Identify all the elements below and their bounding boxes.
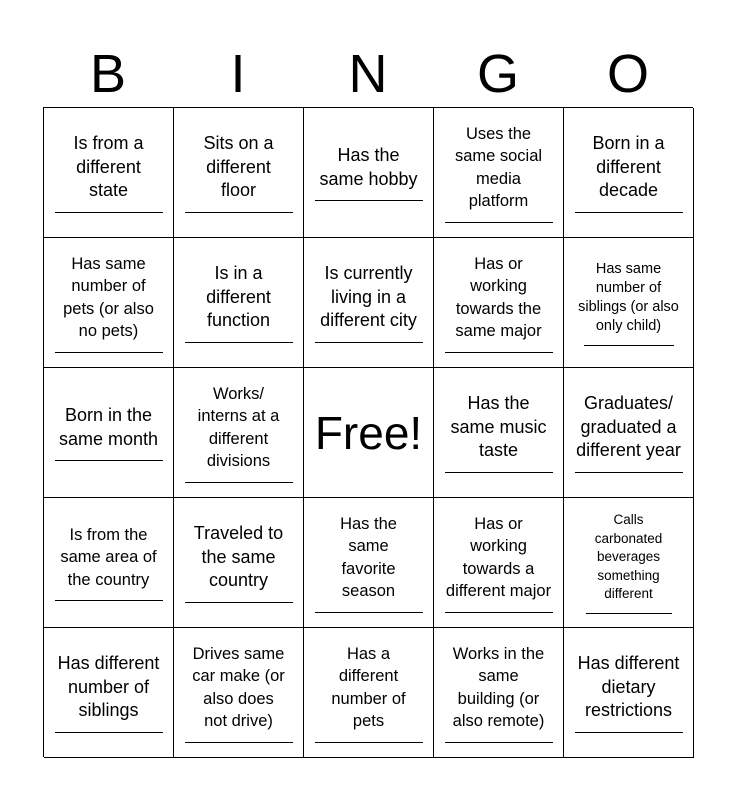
cell-text: Has the same music taste	[450, 393, 547, 461]
cell-blank-line	[185, 342, 293, 343]
cell-blank-line	[445, 472, 553, 473]
cell-blank-line	[315, 612, 423, 613]
free-space-label: Free!	[314, 406, 423, 459]
cell-blank-line	[584, 345, 674, 346]
header-letter-o: O	[606, 44, 649, 104]
cell-blank-line	[445, 612, 553, 613]
cell-text: Is from a different state	[73, 133, 144, 201]
bingo-cell[interactable]	[44, 238, 174, 368]
bingo-cell[interactable]	[434, 628, 564, 758]
cell-text: Is currently living in a different city	[320, 263, 417, 331]
bingo-cell[interactable]	[44, 498, 174, 628]
cell-blank-line	[185, 212, 293, 213]
header-letter-g: G	[476, 44, 519, 104]
bingo-cell[interactable]	[564, 238, 694, 368]
bingo-cell[interactable]	[174, 108, 304, 238]
cell-text: Has the same favorite season	[340, 514, 397, 600]
cell-text: Has different dietary restrictions	[577, 653, 680, 721]
cell-text: Has same number of pets (or also no pets)	[63, 254, 154, 340]
cell-text: Traveled to the same country	[193, 523, 284, 591]
cell-blank-line	[185, 742, 293, 743]
cell-blank-line	[315, 200, 423, 201]
cell-blank-line	[445, 742, 553, 743]
bingo-cell[interactable]	[304, 108, 434, 238]
header-letter-i: I	[230, 44, 246, 104]
cell-blank-line	[575, 472, 683, 473]
cell-blank-line	[55, 460, 163, 461]
bingo-header	[43, 40, 693, 108]
cell-text: Born in a different decade	[592, 133, 665, 201]
cell-blank-line	[445, 352, 553, 353]
cell-text: Has a different number of pets	[331, 644, 406, 730]
cell-text: Is from the same area of the country	[60, 525, 157, 589]
cell-text: Calls carbonated beverages something different	[594, 512, 663, 602]
cell-text: Born in the same month	[58, 405, 159, 449]
header-letter-n: N	[348, 44, 388, 104]
header-letter-b: B	[89, 44, 127, 104]
cell-text: Has the same hobby	[319, 145, 418, 189]
bingo-cell[interactable]	[434, 108, 564, 238]
free-space-cell[interactable]	[304, 368, 434, 498]
bingo-cell[interactable]	[174, 628, 304, 758]
cell-text: Sits on a different floor	[203, 133, 274, 201]
cell-blank-line	[185, 602, 293, 603]
cell-blank-line	[586, 613, 672, 614]
bingo-cell[interactable]	[304, 498, 434, 628]
bingo-cell[interactable]	[44, 108, 174, 238]
cell-text: Has or working towards a different major	[445, 514, 552, 600]
bingo-cell[interactable]	[434, 368, 564, 498]
cell-text: Works/ interns at a different divisions	[197, 384, 280, 470]
cell-blank-line	[575, 212, 683, 213]
cell-text: Drives same car make (or also does not drive)	[192, 644, 285, 730]
cell-blank-line	[185, 482, 293, 483]
cell-text: Has different number of siblings	[57, 653, 160, 721]
cell-text: Has same number of siblings (or also only child)	[578, 260, 679, 334]
bingo-cell[interactable]	[174, 238, 304, 368]
cell-blank-line	[445, 222, 553, 223]
cell-text: Has or working towards the same major	[455, 254, 542, 340]
bingo-cell[interactable]	[564, 628, 694, 758]
cell-blank-line	[315, 742, 423, 743]
cell-text: Graduates/ graduated a different year	[576, 393, 681, 461]
cell-text: Uses the same social media platform	[454, 124, 543, 210]
bingo-cell[interactable]	[304, 238, 434, 368]
cell-blank-line	[55, 600, 163, 601]
bingo-cell[interactable]	[304, 628, 434, 758]
cell-text: Is in a different function	[206, 263, 271, 331]
bingo-cell[interactable]	[434, 238, 564, 368]
bingo-cell[interactable]	[564, 108, 694, 238]
cell-blank-line	[55, 212, 163, 213]
bingo-cell[interactable]	[174, 368, 304, 498]
cell-blank-line	[55, 352, 163, 353]
bingo-cell[interactable]	[434, 498, 564, 628]
bingo-cell[interactable]	[174, 498, 304, 628]
bingo-cell[interactable]	[44, 628, 174, 758]
cell-text: Works in the same building (or also remote)	[452, 644, 545, 730]
cell-blank-line	[575, 732, 683, 733]
bingo-cell[interactable]	[564, 498, 694, 628]
cell-blank-line	[315, 342, 423, 343]
cell-blank-line	[55, 732, 163, 733]
bingo-cell[interactable]	[44, 368, 174, 498]
bingo-grid	[43, 107, 693, 757]
bingo-cell[interactable]	[564, 368, 694, 498]
